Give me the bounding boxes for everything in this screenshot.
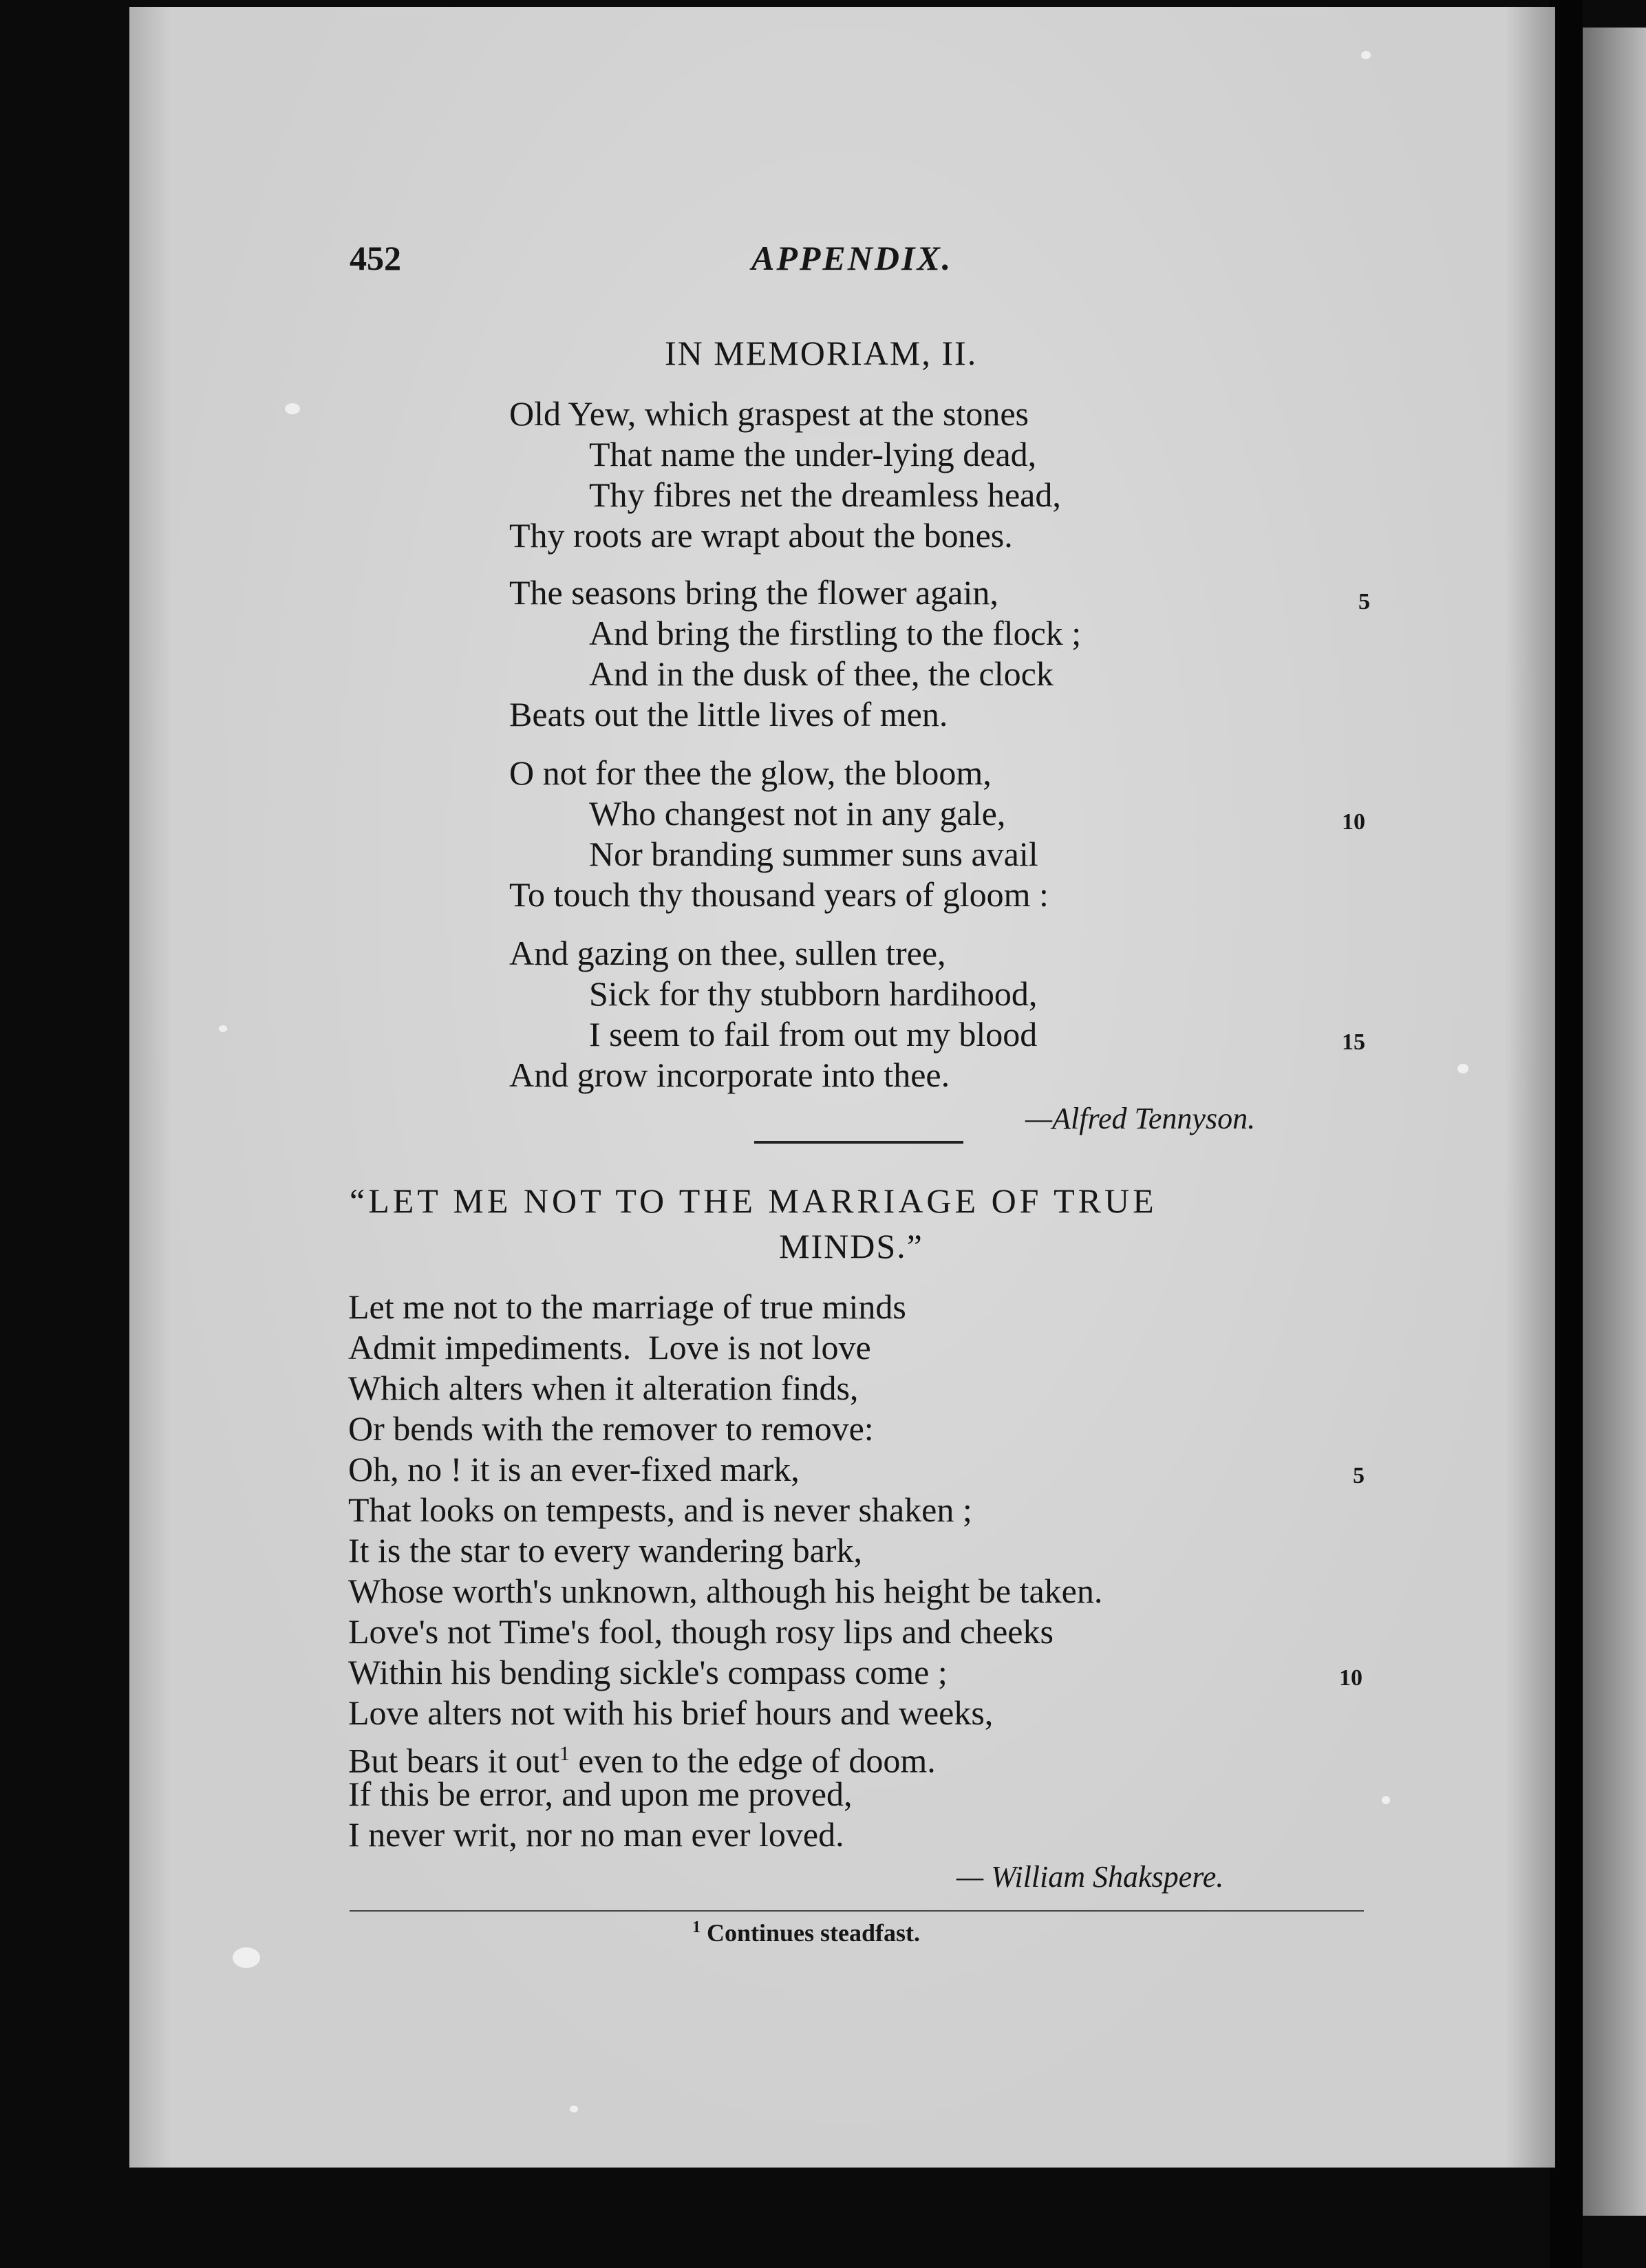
verse-line: And gazing on thee, sullen tree, [509,934,946,972]
facing-page-edge [1583,28,1646,2216]
verse-line: Who changest not in any gale, [589,794,1006,833]
scan-speck [1457,1064,1468,1073]
verse-line-start: But bears it out [348,1741,559,1780]
verse-line: Thy roots are wrapt about the bones. [509,516,1013,555]
page-number: 452 [350,239,401,277]
verse-line: And grow incorporate into thee. [509,1056,950,1094]
verse-line: O not for thee the glow, the bloom, [509,753,992,792]
footnote-text: Continues steadfast. [707,1919,921,1947]
verse-line: Let me not to the marriage of true minds [348,1287,906,1326]
verse-line: Within his bending sickle's compass come ; [348,1653,948,1691]
footnote [692,1918,920,1947]
line-number: 15 [1342,1029,1365,1055]
poem-title-continued: MINDS.” [779,1227,923,1265]
line-number: 10 [1342,809,1365,835]
verse-line: And in the dusk of thee, the clock [589,654,1054,693]
scan-speck [233,1947,260,1968]
verse-line: It is the star to every wandering bark, [348,1531,862,1570]
line-number: 10 [1339,1665,1362,1691]
verse-line: I seem to fail from out my blood [589,1015,1038,1053]
scan-speck [285,403,300,414]
verse-line: Oh, no ! it is an ever-fixed mark, [348,1450,800,1488]
verse-line: Old Yew, which graspest at the stones [509,394,1029,433]
poem-attribution: — William Shakspere. [956,1860,1224,1894]
verse-line: Beats out the little lives of men. [509,695,948,734]
poem-attribution: —Alfred Tennyson. [1025,1102,1256,1135]
line-number: 5 [1353,1463,1365,1488]
verse-line: Or bends with the remover to remove: [348,1409,874,1448]
footnote-marker: 1 [559,1742,570,1765]
verse-line: And bring the firstling to the flock ; [589,614,1082,652]
verse-line: Which alters when it alteration finds, [348,1369,859,1407]
footnote-number: 1 [692,1918,701,1936]
poem-title: “LET ME NOT TO THE MARRIAGE OF TRUE [350,1181,1157,1220]
section-divider [754,1141,963,1144]
scan-speck [570,2106,578,2112]
running-head-title: APPENDIX. [751,239,953,277]
verse-line: Nor branding summer suns avail [589,835,1038,873]
verse-line: Love alters not with his brief hours and weeks, [348,1693,994,1732]
poem-title: IN MEMORIAM, II. [665,334,978,372]
verse-line: Sick for thy stubborn hardihood, [589,974,1038,1013]
footnote-rule [350,1910,1364,1912]
verse-line: Love's not Time's fool, though rosy lips and cheeks [348,1612,1054,1651]
verse-line-end: even to the edge of doom. [569,1741,936,1780]
verse-line: That looks on tempests, and is never shaken ; [348,1490,972,1529]
scan-speck [219,1025,227,1032]
verse-line: If this be error, and upon me proved, [348,1775,853,1813]
verse-line: Admit impediments. Love is not love [348,1328,871,1367]
verse-line: Thy fibres net the dreamless head, [589,475,1061,514]
verse-line: The seasons bring the flower again, [509,573,998,612]
verse-line: I never writ, nor no man ever loved. [348,1815,844,1854]
line-number: 5 [1358,589,1370,614]
scan-speck [1382,1796,1390,1804]
verse-line: Whose worth's unknown, although his height be taken. [348,1572,1103,1610]
scan-speck [1361,51,1371,59]
verse-line: To touch thy thousand years of gloom : [509,875,1049,914]
verse-line: That name the under-lying dead, [589,435,1037,473]
